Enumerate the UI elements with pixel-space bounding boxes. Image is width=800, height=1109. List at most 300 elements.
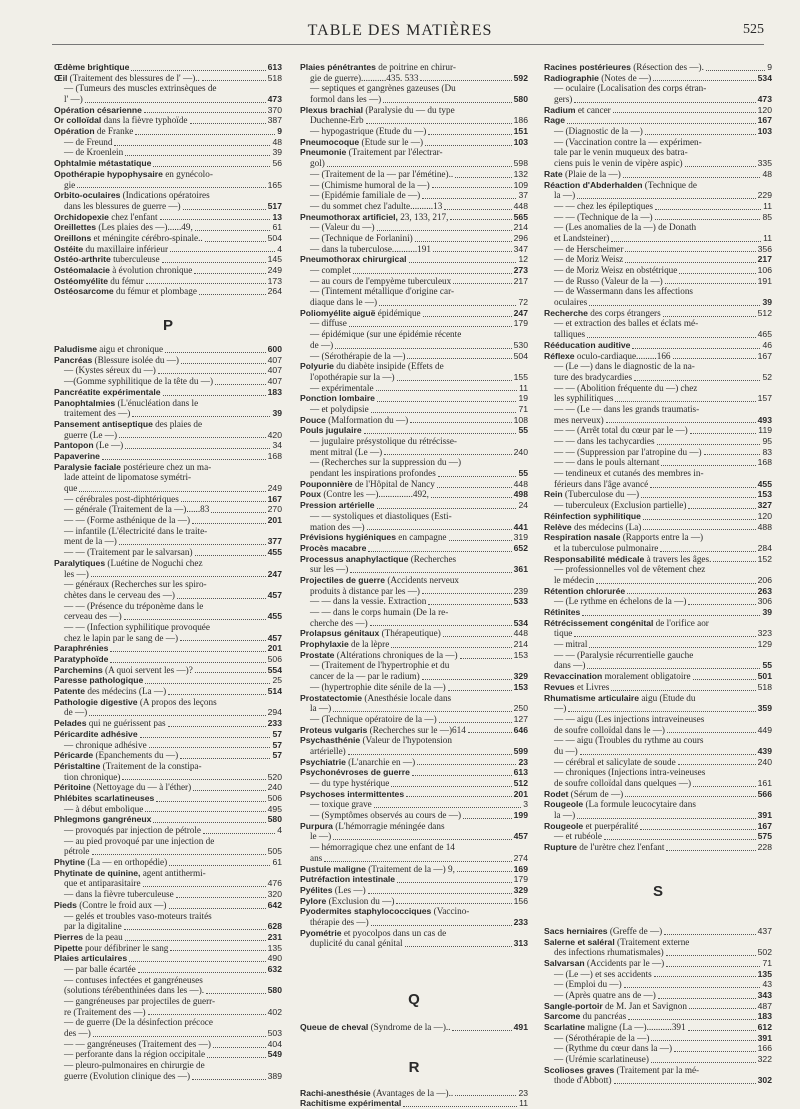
dot-leader xyxy=(125,448,270,449)
entry-page: 632 xyxy=(267,963,282,974)
entry-text: — (Traitement de l'hypertrophie et du xyxy=(310,660,450,671)
entry-heading: Rodet xyxy=(544,788,569,799)
index-entry xyxy=(544,158,772,169)
entry-text: que xyxy=(64,483,78,494)
entry-heading: Prophylaxie xyxy=(300,639,349,650)
entry-heading: Orchidopexie xyxy=(54,211,109,222)
dot-leader xyxy=(688,1030,756,1031)
index-entry xyxy=(544,447,772,458)
index-entry xyxy=(544,1054,772,1065)
entry-page: 534 xyxy=(757,72,772,83)
dot-leader xyxy=(689,1008,756,1009)
index-entry xyxy=(54,814,282,825)
index-entry xyxy=(300,393,528,404)
entry-text: Radiographie (Notes de —) xyxy=(544,72,652,83)
dot-leader xyxy=(614,1083,756,1084)
dot-leader xyxy=(131,70,265,71)
entry-text: de soufre colloïdal dans quelques —) xyxy=(554,778,692,789)
entry-heading: Pelades xyxy=(54,718,87,729)
entry-heading: Putréfaction intestinale xyxy=(300,874,396,885)
dot-leader xyxy=(688,604,755,605)
entry-page: 153 xyxy=(757,489,772,500)
entry-page: 549 xyxy=(267,1049,282,1060)
dot-leader xyxy=(383,102,511,103)
entry-page: 506 xyxy=(267,792,282,803)
index-entry xyxy=(54,169,282,180)
index-entry xyxy=(544,767,772,778)
entry-page: 592 xyxy=(513,72,528,83)
entry-page: 407 xyxy=(267,354,282,365)
index-entry xyxy=(544,500,772,511)
dot-leader xyxy=(587,337,756,338)
entry-heading: Ostéo-arthrite xyxy=(54,254,111,265)
index-entry xyxy=(54,708,282,719)
entry-text: Péricarde (Epanchements du —) xyxy=(54,750,179,761)
entry-page: 407 xyxy=(267,365,282,376)
entry-heading: Papaverine xyxy=(54,450,100,461)
index-entry xyxy=(300,671,528,682)
index-entry xyxy=(54,222,282,233)
entry-page: 322 xyxy=(757,1054,772,1065)
entry-heading: Opération xyxy=(54,126,95,137)
dot-leader xyxy=(641,497,756,498)
entry-text xyxy=(300,393,375,404)
entry-page: 613 xyxy=(267,61,282,72)
entry-page: 201 xyxy=(267,643,282,654)
entry-heading: Prostate xyxy=(300,649,335,660)
index-entry xyxy=(544,83,772,94)
entry-text xyxy=(54,793,154,804)
entry-heading: Pansement antiseptique xyxy=(54,418,153,429)
index-entry xyxy=(54,601,282,612)
entry-page: 191 xyxy=(757,275,772,286)
entry-text: Proteus vulgaris (Recherches sur le —)614 xyxy=(300,724,466,735)
entry-heading: Opération césarienne xyxy=(54,104,142,115)
entry-text: Rhumatisme articulaire aigu (Etude du xyxy=(544,692,696,703)
entry-text: Opération de Franke xyxy=(54,126,134,137)
dot-leader xyxy=(417,764,516,765)
entry-page: 377 xyxy=(267,536,282,547)
entry-text: Paralytiques (Luétine de Noguchi chez xyxy=(54,557,203,568)
entry-page: 473 xyxy=(267,94,282,105)
dot-leader xyxy=(624,987,761,988)
entry-text: le médecin xyxy=(554,574,595,585)
dot-leader xyxy=(403,1106,517,1107)
entry-page: 61 xyxy=(272,857,282,868)
index-entry xyxy=(54,889,282,900)
dot-leader xyxy=(685,166,756,167)
index-entry xyxy=(544,714,772,725)
entry-page: 514 xyxy=(267,686,282,697)
index-entry xyxy=(54,793,282,804)
dot-leader xyxy=(368,893,512,894)
index-entry xyxy=(544,607,772,618)
index-entry xyxy=(544,532,772,543)
entry-text: gol) xyxy=(310,158,325,169)
index-entry xyxy=(54,526,282,537)
index-entry xyxy=(544,297,772,308)
entry-text: — hypogastrique (Etude du —) xyxy=(310,126,427,137)
index-entry xyxy=(300,906,528,917)
entry-text: — à début embolique xyxy=(64,803,144,814)
index-entry xyxy=(54,718,282,729)
entry-text: sur les —) xyxy=(310,564,349,575)
index-entry xyxy=(54,665,282,676)
entry-text xyxy=(300,254,407,265)
index-entry xyxy=(54,494,282,505)
entry-text: la —) xyxy=(554,190,576,201)
spacer xyxy=(300,1076,528,1088)
entry-heading: Pancréas xyxy=(54,354,93,365)
index-entry xyxy=(54,344,282,355)
index-entry xyxy=(54,115,282,126)
dot-leader xyxy=(391,786,511,787)
entry-heading: Paralytiques xyxy=(54,557,106,568)
entry-page: 613 xyxy=(513,767,528,778)
entry-page: 166 xyxy=(757,1043,772,1054)
dot-leader xyxy=(195,672,266,673)
dot-leader xyxy=(129,961,266,962)
entry-heading: Ostéomalacie xyxy=(54,265,110,276)
entry-page: 506 xyxy=(267,654,282,665)
dot-leader xyxy=(114,145,270,146)
index-entry xyxy=(300,842,528,853)
dot-leader xyxy=(153,822,265,823)
index-column-3 xyxy=(544,60,772,1086)
entry-text: talliques xyxy=(554,329,586,340)
index-entry xyxy=(54,440,282,451)
entry-heading: Pipette xyxy=(54,942,83,953)
index-entry xyxy=(300,265,528,276)
entry-heading: Pouponnière xyxy=(300,478,353,489)
index-entry xyxy=(54,697,282,708)
entry-text: — de guerre (De la désinfection précoce xyxy=(64,1017,213,1028)
entry-heading: Patente xyxy=(54,686,86,697)
dot-leader xyxy=(657,444,761,445)
entry-page: 313 xyxy=(513,938,528,949)
entry-page: 183 xyxy=(757,1011,772,1022)
entry-text: — — dans le pouls alternant xyxy=(554,457,660,468)
index-entry xyxy=(54,105,282,116)
entry-text xyxy=(544,511,641,522)
entry-page: 3 xyxy=(523,799,528,810)
index-entry xyxy=(544,937,772,948)
index-entry xyxy=(300,821,528,832)
entry-heading: Procès macabre xyxy=(300,542,367,553)
index-entry xyxy=(300,628,528,639)
dot-leader xyxy=(674,1051,756,1052)
entry-text: Pancréas (Blessure isolée du —) xyxy=(54,354,179,365)
entry-page: 389 xyxy=(267,1070,282,1081)
index-entry xyxy=(54,408,282,419)
index-entry xyxy=(300,351,528,362)
entry-text: ans xyxy=(310,852,323,863)
index-entry xyxy=(544,148,772,159)
index-entry xyxy=(544,671,772,682)
entry-text: — — (Présence du tréponème dans le xyxy=(64,600,204,611)
dot-leader xyxy=(643,519,756,520)
entry-text: — (Emploi du —) xyxy=(554,979,622,990)
entry-text: — et rubéole xyxy=(554,831,602,842)
index-entry xyxy=(54,675,282,686)
entry-text: — dans la tuberculose...........191 xyxy=(310,243,431,254)
entry-page: 52 xyxy=(762,371,772,382)
entry-heading: Paludisme xyxy=(54,344,97,355)
entry-page: 273 xyxy=(513,265,528,276)
index-entry xyxy=(544,522,772,533)
entry-page: 284 xyxy=(757,542,772,553)
index-entry xyxy=(300,693,528,704)
index-entry xyxy=(544,1043,772,1054)
index-entry xyxy=(54,158,282,169)
index-entry xyxy=(54,1017,282,1028)
entry-heading: Processus anaphylactique xyxy=(300,553,409,564)
entry-heading: Plaies pénétrantes xyxy=(300,61,376,72)
entry-page: 135 xyxy=(757,968,772,979)
dot-leader xyxy=(176,897,266,898)
entry-heading: Purpura xyxy=(300,820,333,831)
index-entry xyxy=(54,611,282,622)
dot-leader xyxy=(110,651,265,652)
dot-leader xyxy=(353,273,512,274)
index-entry xyxy=(300,329,528,340)
entry-heading: Ostéosarcome xyxy=(54,286,114,297)
entry-page: 179 xyxy=(513,318,528,329)
index-entry xyxy=(300,319,528,330)
entry-heading: Queue de cheval xyxy=(300,1022,369,1033)
entry-text: de —) xyxy=(310,339,334,350)
dot-leader xyxy=(377,401,516,402)
section-letter: P xyxy=(162,317,173,335)
entry-page: 580 xyxy=(267,985,282,996)
entry-text: — toxique grave xyxy=(310,799,372,810)
entry-text: — mitral xyxy=(554,639,588,650)
index-entry xyxy=(544,757,772,768)
dot-leader xyxy=(628,1019,755,1020)
index-entry xyxy=(54,212,282,223)
entry-page: 455 xyxy=(757,478,772,489)
dot-leader xyxy=(333,839,511,840)
entry-page: 39 xyxy=(272,147,282,158)
index-entry xyxy=(54,276,282,287)
entry-heading: Responsabilité médicale xyxy=(544,553,645,564)
entry-page: 135 xyxy=(267,942,282,953)
index-entry xyxy=(300,490,528,501)
index-entry xyxy=(54,419,282,430)
entry-heading: Pantopon xyxy=(54,440,94,451)
entry-text: Pneumothorax artificiel, 23, 133, 217, xyxy=(300,211,449,222)
index-entry xyxy=(300,436,528,447)
entry-page: 48 xyxy=(272,136,282,147)
index-entry xyxy=(54,953,282,964)
index-entry xyxy=(54,740,282,751)
entry-text: du —) xyxy=(554,745,578,756)
dot-leader xyxy=(577,198,755,199)
dot-leader xyxy=(327,166,512,167)
entry-text: Racines postérieures (Résection des —). xyxy=(544,61,704,72)
dot-leader xyxy=(651,1062,756,1063)
dot-leader xyxy=(423,316,512,317)
dot-leader xyxy=(379,305,516,306)
entry-page: 512 xyxy=(513,778,528,789)
dot-leader xyxy=(170,950,265,951)
entry-text: gie xyxy=(64,179,76,190)
entry-text: Parchemins (A quoi servent les —)? xyxy=(54,664,193,675)
entry-page: 119 xyxy=(758,425,772,436)
index-entry xyxy=(544,286,772,297)
entry-text xyxy=(544,586,625,597)
dot-leader xyxy=(420,80,511,81)
entry-text: Paralysie faciale postérieure chez un ma- xyxy=(54,461,212,472)
entry-page: 57 xyxy=(272,750,282,761)
index-entry xyxy=(54,921,282,932)
entry-text: Rein (Tuberculose du —) xyxy=(544,489,640,500)
entry-text xyxy=(54,105,142,116)
entry-text: la —) xyxy=(554,810,576,821)
entry-text: Scarlatine maligne (La —)...........391 xyxy=(544,1022,686,1033)
entry-text: Pyométrie et pyocolpos dans un cas de xyxy=(300,927,447,938)
entry-page: 533 xyxy=(513,596,528,607)
index-entry xyxy=(300,703,528,714)
index-entry xyxy=(54,996,282,1007)
entry-text xyxy=(300,500,375,511)
index-entry xyxy=(544,425,772,436)
entry-page: 156 xyxy=(513,895,528,906)
index-entry xyxy=(54,750,282,761)
entry-page: 580 xyxy=(267,814,282,825)
dot-leader xyxy=(665,283,756,284)
entry-text: — diffuse xyxy=(310,318,347,329)
dot-leader xyxy=(666,850,755,851)
entry-text: tale par le venin muqueux des batra- xyxy=(554,147,688,158)
entry-page: 167 xyxy=(757,115,772,126)
dot-leader xyxy=(409,262,517,263)
index-entry xyxy=(300,938,528,949)
entry-page: 71 xyxy=(518,403,528,414)
entry-text: — gangréneuses par projectiles de guerr- xyxy=(64,996,216,1007)
dot-leader xyxy=(606,422,756,423)
dot-leader xyxy=(181,363,266,364)
dot-leader xyxy=(407,358,511,359)
index-entry xyxy=(300,447,528,458)
index-entry xyxy=(544,832,772,843)
entry-heading: Pieds xyxy=(54,899,77,910)
index-entry xyxy=(544,1011,772,1022)
dot-leader xyxy=(391,647,511,648)
entry-text: gie de guerre)...........435. 533 xyxy=(310,72,419,83)
dot-leader xyxy=(366,123,512,124)
entry-text: Scolioses graves (Traitement par la mé- xyxy=(544,1064,700,1075)
entry-text xyxy=(54,953,127,964)
dot-leader xyxy=(666,955,756,956)
dot-leader xyxy=(654,976,756,977)
index-entry xyxy=(544,735,772,746)
dot-leader xyxy=(364,433,517,434)
index-entry xyxy=(544,821,772,832)
entry-text: — — (Technique de la —) xyxy=(554,211,653,222)
dot-leader xyxy=(368,551,511,552)
dot-leader xyxy=(367,529,512,530)
entry-page: 247 xyxy=(267,568,282,579)
entry-text: — — (Abolition fréquente du —) chez xyxy=(554,382,698,393)
entry-text: — cérébrales post-diphtériques xyxy=(64,493,179,504)
index-entry xyxy=(544,958,772,969)
entry-page: 43 xyxy=(762,979,772,990)
dot-leader xyxy=(589,305,760,306)
entry-page: 320 xyxy=(267,889,282,900)
entry-text: — contuses infectées et gangréneuses xyxy=(64,974,203,985)
index-entry xyxy=(54,94,282,105)
entry-page: 173 xyxy=(267,275,282,286)
entry-page: 37 xyxy=(518,190,528,201)
index-entry xyxy=(300,415,528,426)
index-entry xyxy=(300,735,528,746)
entry-text: — et polydipsie xyxy=(310,403,369,414)
dot-leader xyxy=(449,540,512,541)
entry-heading: Polyurie xyxy=(300,361,334,372)
index-entry xyxy=(300,661,528,672)
entry-text: et Landsteiner) xyxy=(554,232,610,243)
entry-page: 565 xyxy=(513,211,528,222)
entry-heading: Oreillettes xyxy=(54,222,97,233)
index-entry xyxy=(300,83,528,94)
entry-heading: Phytine xyxy=(54,857,86,868)
entry-text: Ostéomalacie à évolution chronique xyxy=(54,265,193,276)
entry-page: 449 xyxy=(757,724,772,735)
entry-heading: Panophtalmies xyxy=(54,397,116,408)
entry-page: 329 xyxy=(513,884,528,895)
dot-leader xyxy=(640,829,755,830)
index-entry xyxy=(300,425,528,436)
entry-page: 465 xyxy=(757,329,772,340)
index-entry xyxy=(300,575,528,586)
entry-text: — — (Traitement par le salvarsan) xyxy=(64,547,193,558)
index-entry xyxy=(544,436,772,447)
entry-text: — gelés et troubles vaso-moteurs traités xyxy=(64,910,212,921)
entry-heading: Réaction d'Abderhalden xyxy=(544,179,643,190)
entry-page: 108 xyxy=(513,414,528,425)
entry-page: 646 xyxy=(513,724,528,735)
entry-text: — par balle écartée xyxy=(64,963,136,974)
entry-page: 448 xyxy=(513,628,528,639)
dot-leader xyxy=(438,476,517,477)
dot-leader xyxy=(577,818,755,819)
entry-heading: Psychoses intermittentes xyxy=(300,788,405,799)
entry-heading: Ostéite xyxy=(54,243,84,254)
dot-leader xyxy=(377,230,512,231)
entry-heading: Péricardite adhésive xyxy=(54,728,138,739)
entry-page: 229 xyxy=(757,190,772,201)
entry-text: Ostéomyélite du fémur xyxy=(54,275,144,286)
entry-text: — professionnelles vol de vêtement chez xyxy=(554,564,706,575)
entry-text: — et extraction des balles et éclats mé- xyxy=(554,318,699,329)
index-entry xyxy=(54,462,282,473)
index-entry xyxy=(54,643,282,654)
dot-leader xyxy=(634,380,760,381)
entry-text: — épidémique (sur une épidémie récente xyxy=(310,329,462,340)
entry-text xyxy=(300,543,366,554)
entry-page: 201 xyxy=(267,515,282,526)
index-entry xyxy=(54,622,282,633)
dot-leader xyxy=(425,145,512,146)
entry-page: 129 xyxy=(757,639,772,650)
section-letter: R xyxy=(408,1058,420,1076)
entry-text: — (Rythme du cœur dans la —) xyxy=(554,1043,673,1054)
index-entry xyxy=(300,832,528,843)
index-entry xyxy=(544,1033,772,1044)
entry-text: — dans la fièvre tuberculeuse xyxy=(64,889,174,900)
dot-leader xyxy=(91,576,266,577)
